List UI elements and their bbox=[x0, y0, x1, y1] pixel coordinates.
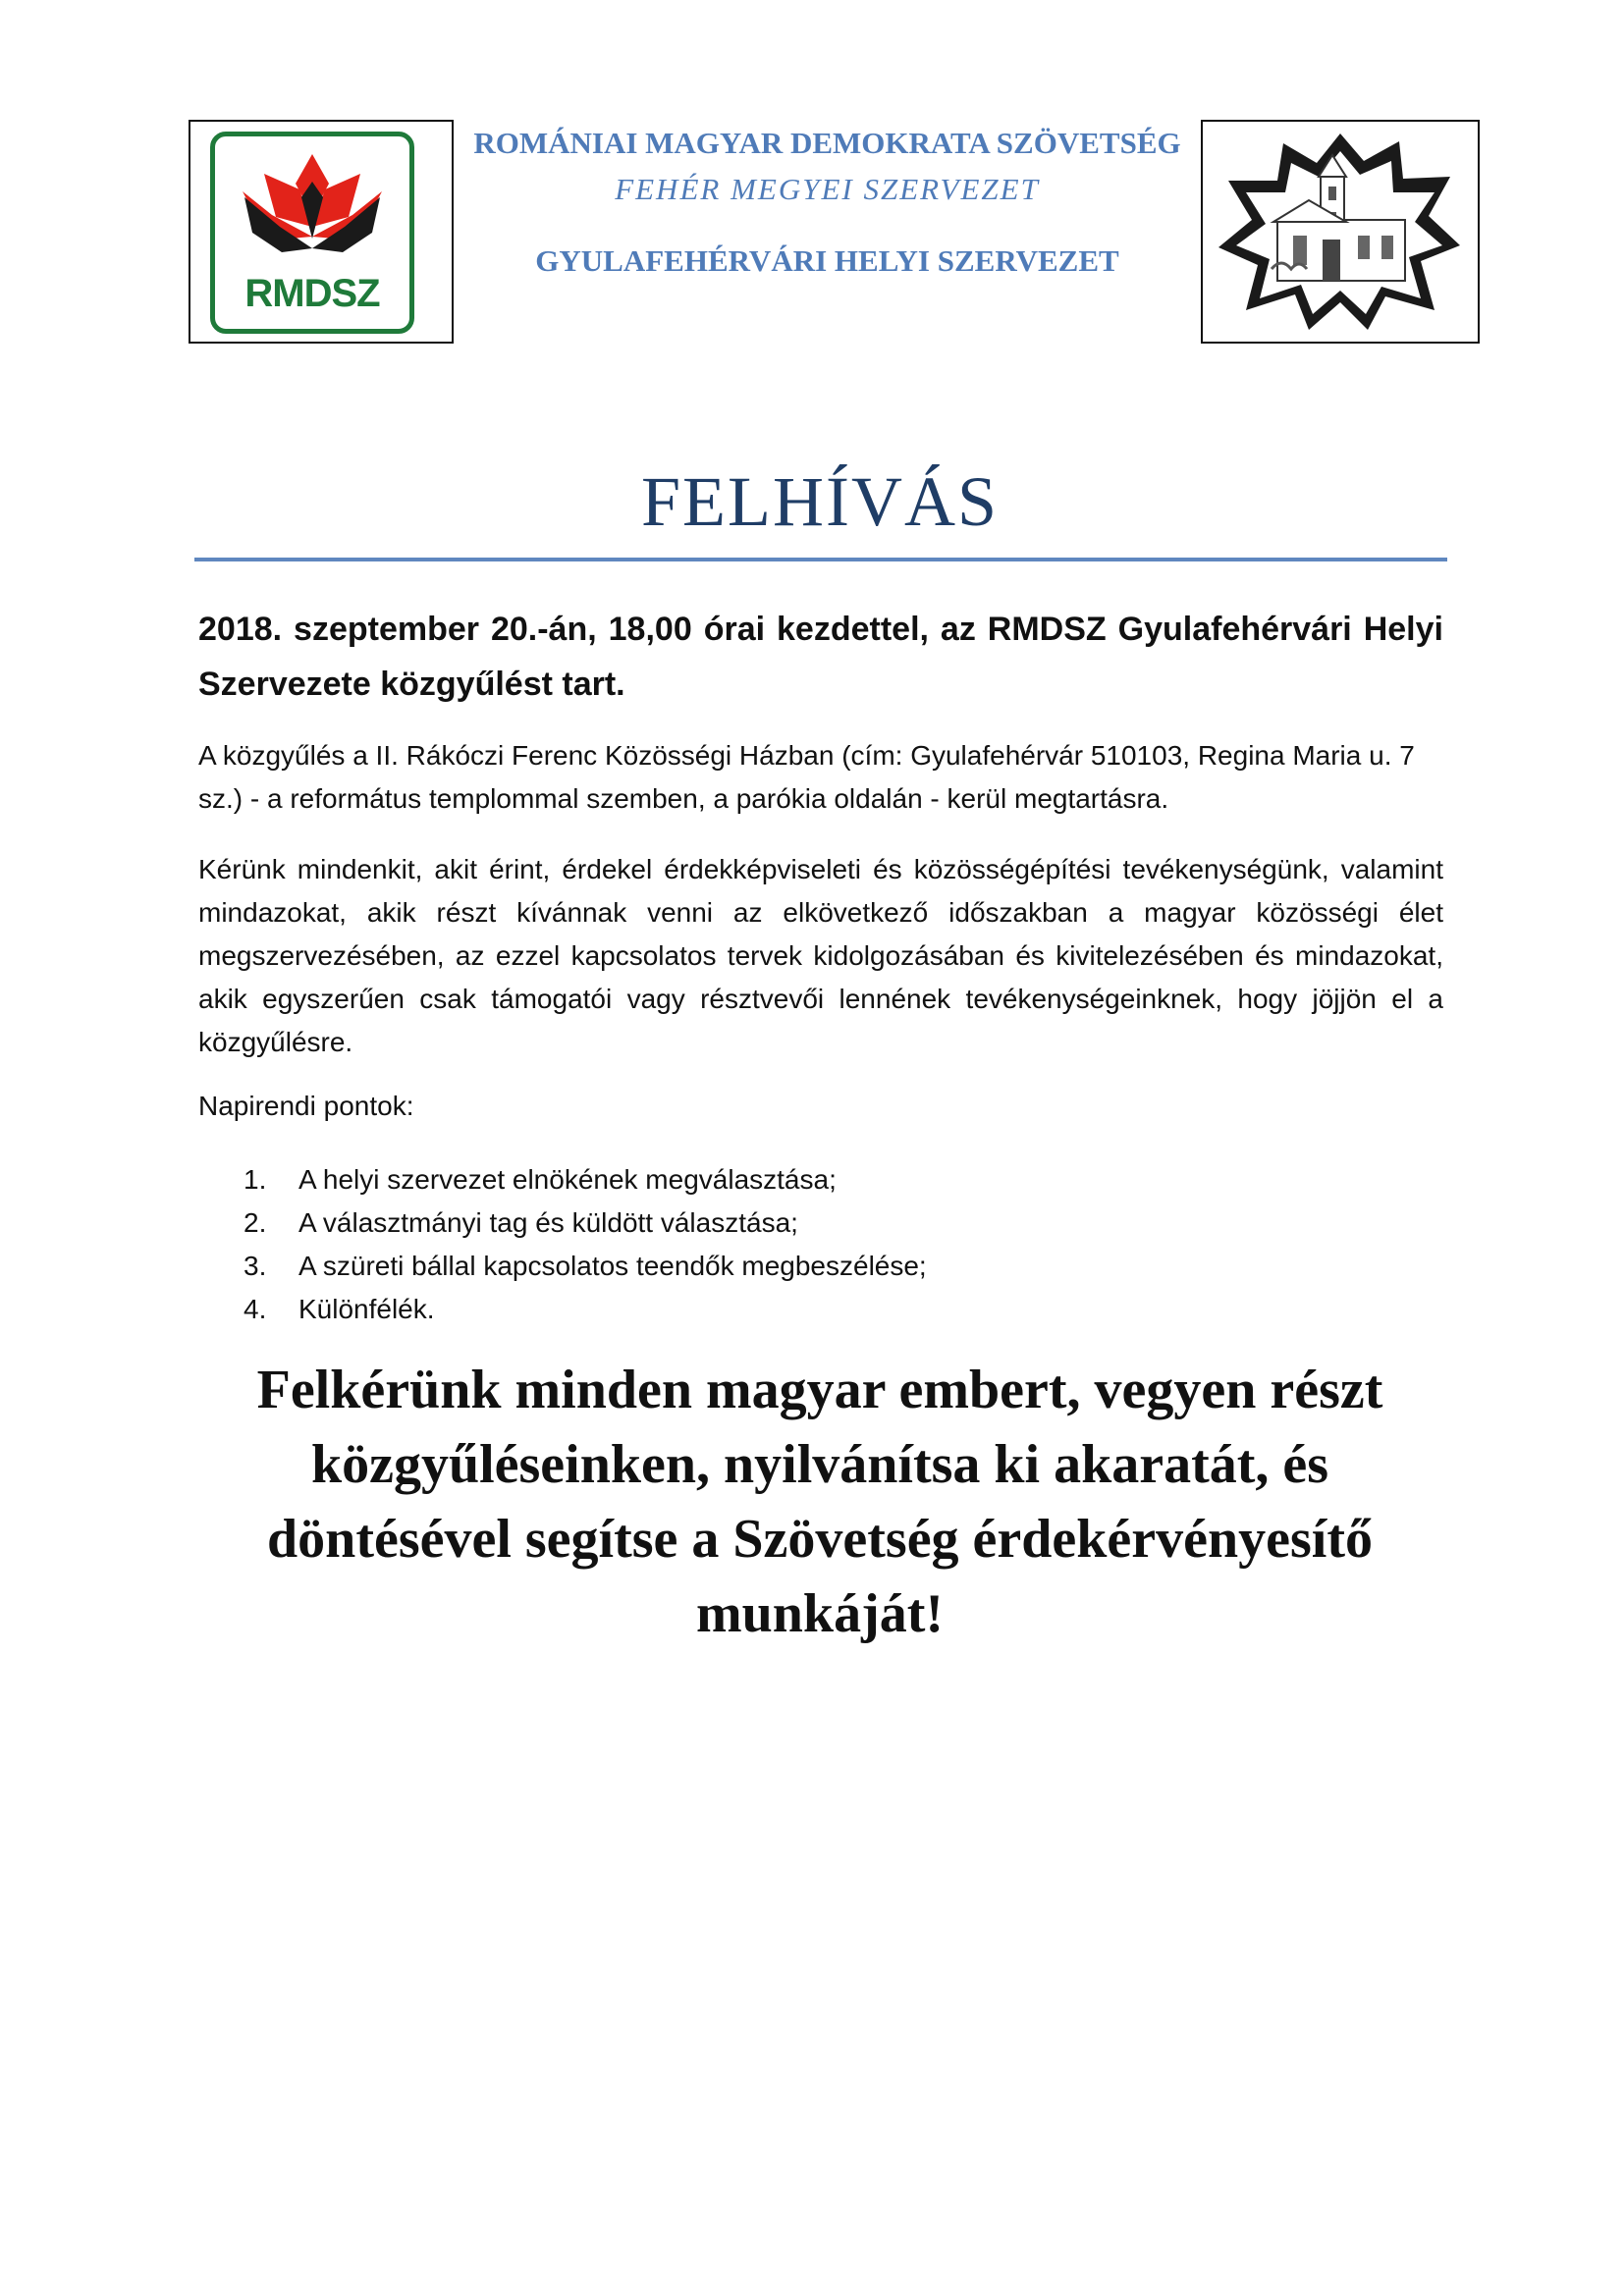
invitation-paragraph: Kérünk mindenkit, akit érint, érdekel érdekképviseleti és közösségépítési tevékenységünk, valamint mindazokat, akik részt kívánnak venni az elkövetkező időszakban a magyar közösségi élet megszervezésében, az ezzel kapcsolatos tervek kidolgozásában és kivitelezésében és mindazokat, akik egyszerűen csak támogatói vagy résztvevői lennének tevékenységeinknek, hogy jöjjön el a közgyűlésre. bbox=[198, 854, 1443, 1057]
church-logo bbox=[1201, 120, 1480, 344]
rmdsz-logo-text: RMDSZ bbox=[244, 272, 380, 315]
agenda-item-number: 1. bbox=[244, 1164, 267, 1195]
agenda-item-text: A választmányi tag és küldött választása; bbox=[298, 1207, 798, 1238]
rmdsz-logo bbox=[189, 120, 454, 344]
meeting-location: A közgyűlés a II. Rákóczi Ferenc Közösségi Házban (cím: Gyulafehérvár 510103, Regina Maria u. 7 sz.) - a református templommal szemben, a parókia oldalán - kerül megtartásra. bbox=[198, 740, 1415, 814]
local-organization: GYULAFEHÉRVÁRI HELYI SZERVEZET bbox=[535, 243, 1119, 278]
closing-appeal: Felkérünk minden magyar embert, vegyen részt közgyűléseinken, nyilvánítsa ki akaratát, és döntésével segítse a Szövetség érdekérvényesítő munkáját! bbox=[256, 1360, 1383, 1644]
agenda-item bbox=[244, 1158, 927, 1201]
agenda-item-number: 3. bbox=[244, 1251, 267, 1281]
agenda-item-text: Különfélék. bbox=[298, 1294, 435, 1324]
agenda-item bbox=[244, 1288, 927, 1331]
document-title: FELHÍVÁS bbox=[640, 462, 999, 541]
church-star-logo-icon bbox=[1203, 122, 1478, 342]
agenda-item-text: A helyi szervezet elnökének megválasztása; bbox=[298, 1164, 837, 1195]
agenda-list bbox=[244, 1158, 927, 1331]
meeting-announcement: 2018. szeptember 20.-án, 18,00 órai kezdettel, az RMDSZ Gyulafehérvári Helyi Szervezete közgyűlést tart. bbox=[198, 611, 1443, 703]
agenda-item-number: 2. bbox=[244, 1207, 267, 1238]
agenda-item-text: A szüreti bállal kapcsolatos teendők megbeszélése; bbox=[298, 1251, 927, 1281]
agenda-item bbox=[244, 1245, 927, 1288]
title-divider bbox=[194, 558, 1447, 561]
agenda-heading: Napirendi pontok: bbox=[198, 1091, 414, 1121]
organization-name: ROMÁNIAI MAGYAR DEMOKRATA SZÖVETSÉG bbox=[473, 126, 1181, 160]
rmdsz-logo-frame bbox=[210, 132, 414, 334]
rmdsz-tulip-logo-icon bbox=[243, 154, 382, 264]
agenda-item bbox=[244, 1201, 927, 1245]
agenda-item-number: 4. bbox=[244, 1294, 267, 1324]
county-organization: FEHÉR MEGYEI SZERVEZET bbox=[615, 172, 1040, 206]
